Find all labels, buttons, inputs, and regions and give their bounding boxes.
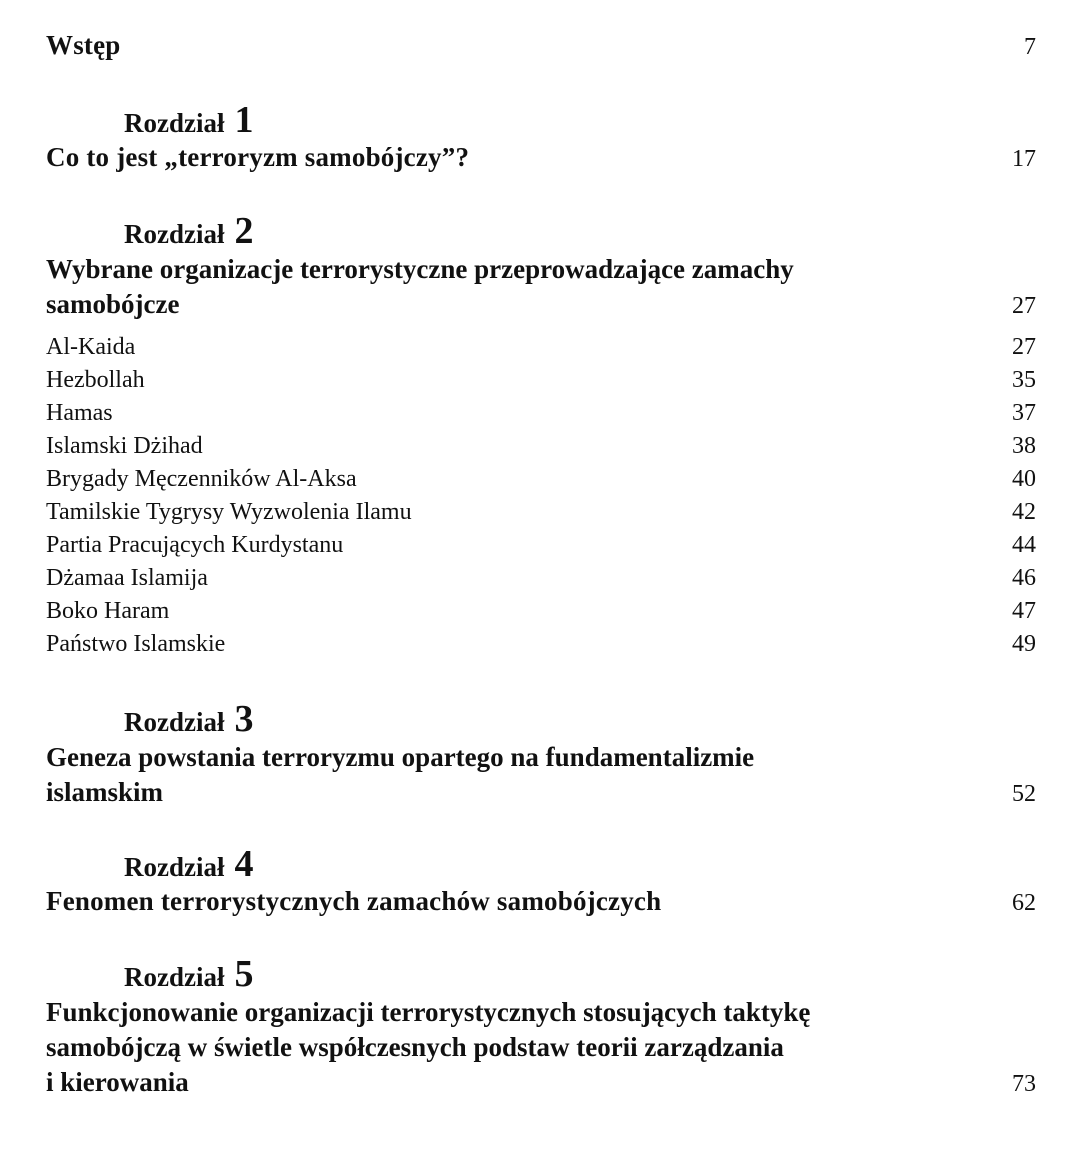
toc-entry-chapter-3[interactable] [46, 740, 1036, 810]
toc-entry-label: Wstęp [46, 30, 121, 60]
toc-page-number: 52 [1012, 781, 1036, 807]
toc-page-number: 49 [1012, 631, 1036, 657]
toc-entry-chapter-1[interactable] [46, 142, 1036, 173]
chapter-title: Fenomen terrorystycznych zamachów samobójczych [46, 886, 662, 916]
chapter-heading-label: Rozdział [124, 707, 225, 737]
chapter-title-line: Wybrane organizacje terrorystyczne przeprowadzające zamachy [46, 254, 794, 284]
toc-entry-chapter-2[interactable] [46, 252, 1036, 322]
toc-section-entry[interactable] [46, 499, 1036, 526]
section-title: Hezbollah [46, 367, 145, 393]
toc-page-number: 40 [1012, 466, 1036, 492]
chapter-heading-5 [124, 952, 254, 996]
toc-entry-intro[interactable] [46, 30, 1036, 61]
section-title: Hamas [46, 400, 113, 426]
toc-section-entry[interactable] [46, 631, 1036, 658]
section-title: Dżamaa Islamija [46, 565, 208, 591]
toc-section-entry[interactable] [46, 334, 1036, 361]
toc-section-entry[interactable] [46, 466, 1036, 493]
chapter-heading-label: Rozdział [124, 219, 225, 249]
toc-page-number: 44 [1012, 532, 1036, 558]
toc-page-number: 46 [1012, 565, 1036, 591]
toc-section-entry[interactable] [46, 433, 1036, 460]
chapter-title: Co to jest „terroryzm samobójczy”? [46, 142, 470, 172]
toc-page-number: 7 [1024, 34, 1036, 60]
chapter-number: 3 [234, 698, 254, 740]
chapter-title-line: samobójczą w świetle współczesnych podstaw teorii zarządzania [46, 1032, 784, 1062]
toc-page-number: 17 [1012, 146, 1036, 172]
chapter-heading-label: Rozdział [124, 852, 225, 882]
chapter-number: 4 [234, 843, 254, 885]
toc-page-number: 27 [1012, 293, 1036, 319]
chapter-title-line: i kierowania [46, 1067, 189, 1097]
toc-page-number: 47 [1012, 598, 1036, 624]
chapter-number: 1 [234, 99, 254, 141]
toc-entry-chapter-4[interactable] [46, 886, 1036, 917]
section-title: Tamilskie Tygrysy Wyzwolenia Ilamu [46, 499, 412, 525]
chapter-title [46, 252, 946, 322]
chapter-heading-2 [124, 209, 254, 253]
section-title: Al-Kaida [46, 334, 136, 360]
section-title: Boko Haram [46, 598, 170, 624]
toc-page-number: 62 [1012, 890, 1036, 916]
section-title: Brygady Męczenników Al-Aksa [46, 466, 357, 492]
toc-page-number: 42 [1012, 499, 1036, 525]
chapter-title-line: islamskim [46, 777, 164, 807]
chapter-title-line: samobójcze [46, 289, 180, 319]
section-title: Państwo Islamskie [46, 631, 226, 657]
toc-page-number: 73 [1012, 1071, 1036, 1097]
chapter-title [46, 740, 946, 810]
toc-section-entry[interactable] [46, 367, 1036, 394]
toc-page-number: 27 [1012, 334, 1036, 360]
section-title: Partia Pracujących Kurdystanu [46, 532, 344, 558]
section-title: Islamski Dżihad [46, 433, 203, 459]
chapter-number: 2 [234, 210, 254, 252]
toc-page-number: 35 [1012, 367, 1036, 393]
chapter-title-line: Funkcjonowanie organizacji terrorystycznych stosujących taktykę [46, 997, 811, 1027]
chapter-heading-1 [124, 98, 254, 142]
toc-section-entry[interactable] [46, 532, 1036, 559]
toc-page-number: 38 [1012, 433, 1036, 459]
chapter-number: 5 [234, 953, 254, 995]
toc-section-entry[interactable] [46, 565, 1036, 592]
chapter-title-line: Geneza powstania terroryzmu opartego na fundamentalizmie [46, 742, 755, 772]
toc-section-entry[interactable] [46, 598, 1036, 625]
toc-section-entry[interactable] [46, 400, 1036, 427]
chapter-heading-4 [124, 842, 254, 886]
chapter-heading-label: Rozdział [124, 962, 225, 992]
toc-page-number: 37 [1012, 400, 1036, 426]
chapter-title [46, 995, 946, 1100]
toc-entry-chapter-5[interactable] [46, 995, 1036, 1100]
chapter-heading-label: Rozdział [124, 108, 225, 138]
chapter-heading-3 [124, 697, 254, 741]
